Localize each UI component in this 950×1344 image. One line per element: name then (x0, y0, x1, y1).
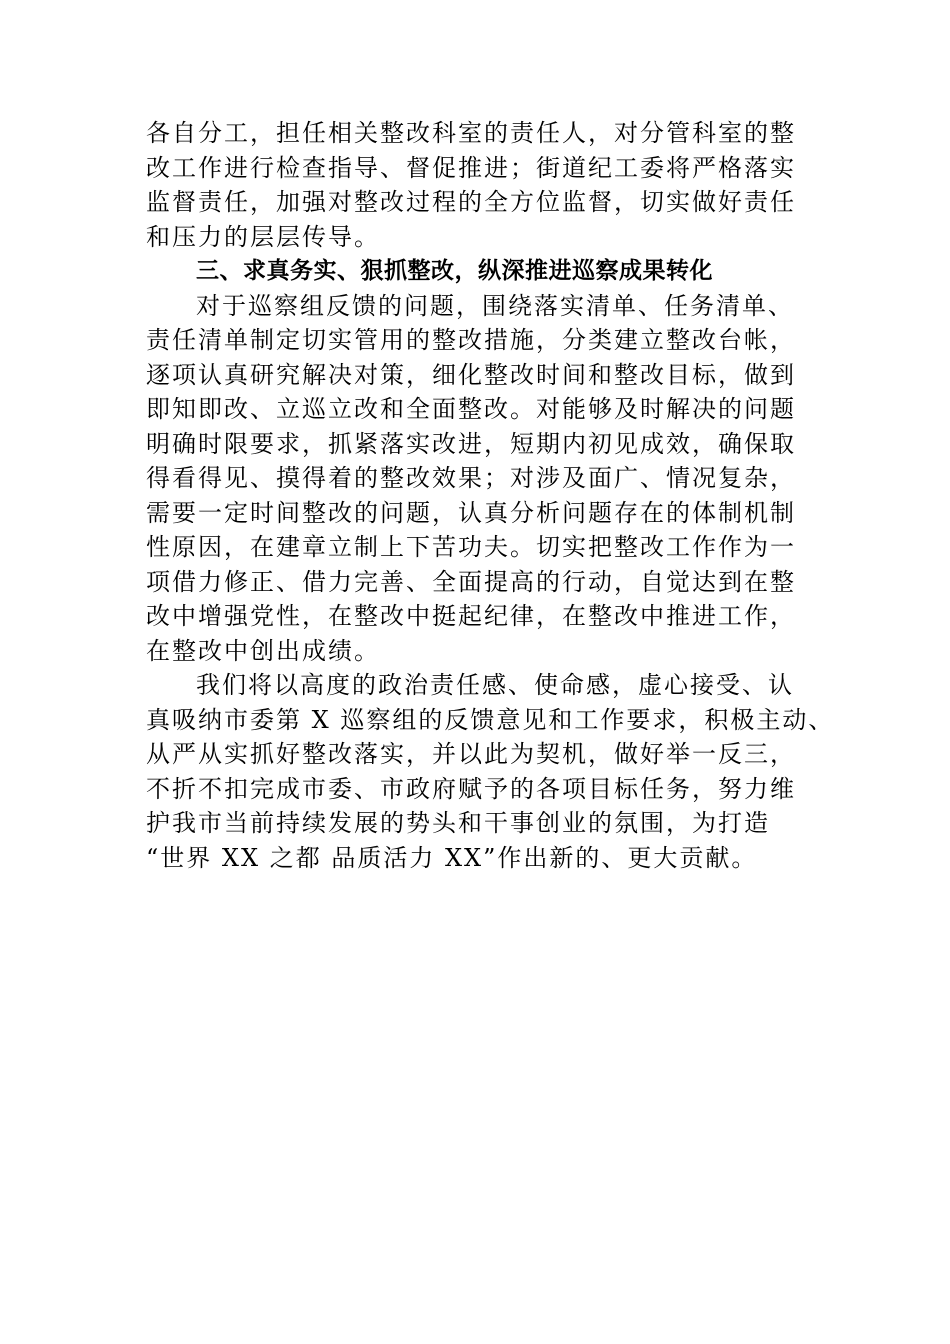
text-line: 性原因，在建章立制上下苦功夫。切实把整改工作作为一 (146, 533, 796, 561)
text-line: 明确时限要求，抓紧落实改进，短期内初见成效，确保取 (146, 429, 796, 458)
text-line: “世界 XX 之都 品质活力 XX”作出新的、更大贡献。 (146, 843, 758, 872)
paragraph-1 (146, 116, 836, 254)
text-line: 项借力修正、借力完善、全面提高的行动，自觉达到在整 (146, 567, 796, 596)
paragraph-2 (146, 289, 836, 669)
text-line: 改中增强党性，在整改中挺起纪律，在整改中推进工作， (146, 602, 796, 630)
section-heading-3: 三、求真务实、狠抓整改，纵深推进巡察成果转化 (196, 258, 713, 284)
text-line: 护我市当前持续发展的势头和干事创业的氛围，为打造 (146, 809, 770, 837)
text-line: 得看得见、摸得着的整改效果；对涉及面广、情况复杂， (146, 464, 796, 492)
document-body (146, 116, 836, 875)
text-line: 即知即改、立巡立改和全面整改。对能够及时解决的问题 (146, 395, 796, 423)
text-line: 和压力的层层传导。 (146, 222, 380, 251)
text-line: 对于巡察组反馈的问题，围绕落实清单、任务清单、 (196, 291, 794, 320)
text-line: 我们将以高度的政治责任感、使命感，虚心接受、认 (196, 671, 794, 699)
text-line: 从严从实抓好整改落实，并以此为契机，做好举一反三， (146, 740, 796, 768)
text-line: 逐项认真研究解决对策，细化整改时间和整改目标，做到 (146, 360, 796, 389)
paragraph-3 (146, 668, 836, 875)
text-line: 在整改中创出成绩。 (146, 636, 380, 665)
text-line: 各自分工，担任相关整改科室的责任人，对分管科室的整 (146, 119, 796, 147)
text-line: 监督责任，加强对整改过程的全方位监督，切实做好责任 (146, 188, 796, 216)
text-line: 真吸纳市委第 X 巡察组的反馈意见和工作要求，积极主动、 (146, 705, 835, 734)
text-line: 不折不扣完成市委、市政府赋予的各项目标任务，努力维 (146, 774, 796, 803)
text-line: 责任清单制定切实管用的整改措施，分类建立整改台帐， (146, 326, 796, 354)
text-line: 需要一定时间整改的问题，认真分析问题存在的体制机制 (146, 498, 796, 527)
text-line: 改工作进行检查指导、督促推进；街道纪工委将严格落实 (146, 153, 796, 182)
